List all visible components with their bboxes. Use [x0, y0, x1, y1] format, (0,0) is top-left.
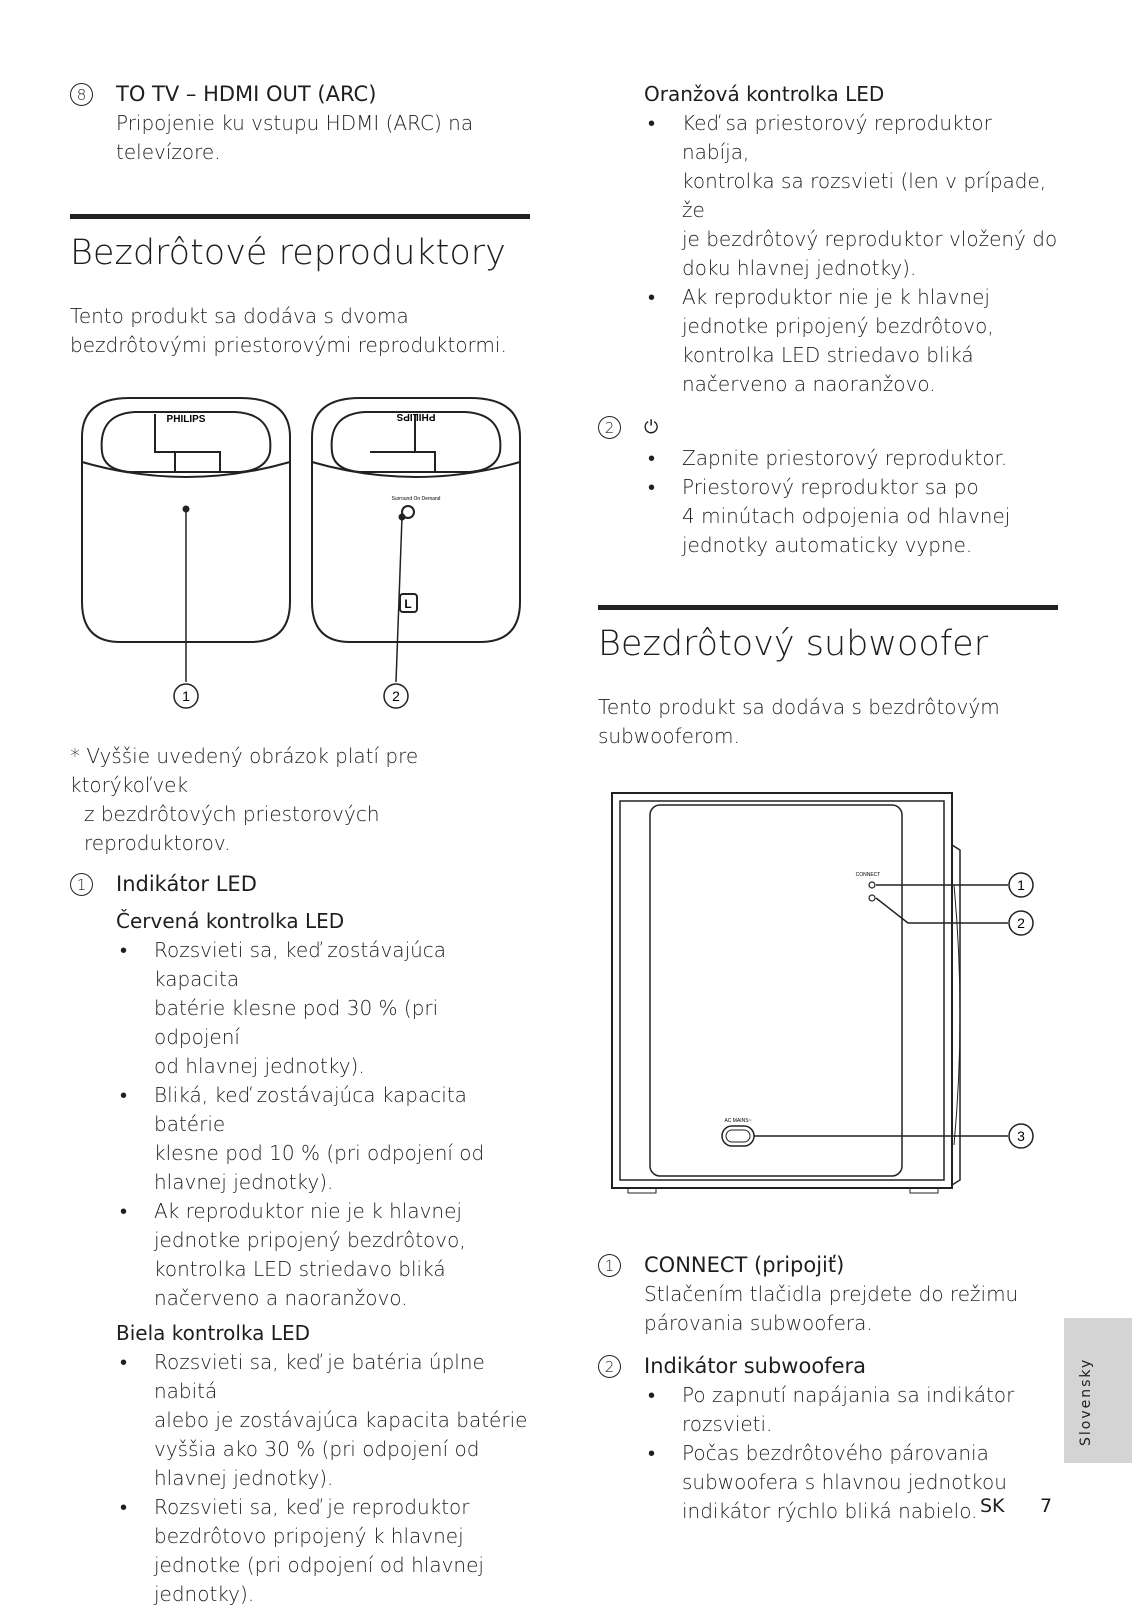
line: • Počas bezdrôtového párovania — [682, 1441, 989, 1465]
section-heading: Bezdrôtové reproduktory — [70, 233, 506, 273]
line: indikátor rýchlo bliká nabielo. — [682, 1499, 978, 1523]
line: kontrolka LED striedavo bliká — [682, 343, 974, 367]
line: hlavnej jednotky). — [154, 1466, 334, 1490]
list-item — [644, 283, 1058, 399]
line: doku hlavnej jednotky). — [682, 256, 917, 280]
figure-note: * Vyššie uvedený obrázok platí pre ktorýkoľvek — [70, 744, 419, 797]
figure-note: z bezdrôtových priestorových reproduktorov. — [84, 802, 380, 855]
list-item — [116, 1081, 530, 1197]
callout-number: 2 — [598, 1355, 621, 1378]
item-text-line: Pripojenie ku vstupu HDMI (ARC) na — [116, 111, 474, 135]
list-item — [644, 1381, 1058, 1439]
wireless-speakers-illustration — [70, 392, 530, 732]
line: klesne pod 10 % (pri odpojení od — [154, 1141, 485, 1165]
line: kontrolka sa rozsvieti (len v prípade, že — [682, 169, 1047, 222]
subheading: Biela kontrolka LED — [116, 1321, 310, 1345]
left-column — [70, 80, 530, 1609]
line: jednotke pripojený bezdrôtovo, — [154, 1228, 466, 1252]
intro-line: Tento produkt sa dodáva s bezdrôtovým — [598, 695, 1000, 719]
line: hlavnej jednotky). — [154, 1170, 334, 1194]
brand-logo-rotated: PHILIPS — [396, 411, 436, 422]
intro-line: Tento produkt sa dodáva s dvoma — [70, 304, 409, 328]
callout-number: 3 — [1017, 1128, 1025, 1144]
white-led-list — [116, 1348, 530, 1609]
item-1 — [70, 870, 530, 1609]
line: 4 minútach odpojenia od hlavnej — [682, 504, 1011, 528]
intro-line: subwooferom. — [598, 724, 740, 748]
subwoofer-illustration — [598, 785, 1058, 1195]
item-8 — [70, 80, 530, 167]
item-title: Indikátor subwoofera — [644, 1354, 866, 1378]
callout-number: 2 — [1017, 915, 1025, 931]
line: načerveno a naoranžovo. — [154, 1286, 408, 1310]
list-item — [116, 936, 530, 1081]
line: • Rozsvieti sa, keď je reproduktor — [154, 1495, 470, 1519]
orange-led-list — [644, 109, 1058, 399]
callout-number: 1 — [598, 1254, 621, 1277]
subheading: Červená kontrolka LED — [116, 909, 345, 933]
line: je bezdrôtový reproduktor vložený do — [682, 227, 1058, 251]
item-text-line: párovania subwoofera. — [644, 1311, 873, 1335]
list-item — [644, 444, 1058, 473]
callout-number: 1 — [70, 873, 93, 896]
item-title: Indikátor LED — [116, 872, 257, 896]
line: • Bliká, keď zostávajúca kapacita batérie — [154, 1083, 467, 1136]
line: • Zapnite priestorový reproduktor. — [682, 446, 1008, 470]
callout-number: 2 — [392, 688, 400, 704]
line: jednotke pripojený bezdrôtovo, — [682, 314, 994, 338]
footer-language: SK — [980, 1495, 1005, 1517]
callout-number: 2 — [598, 416, 621, 439]
line: alebo je zostávajúca kapacita batérie — [154, 1408, 528, 1432]
line: • Po zapnutí napájania sa indikátor — [682, 1383, 1015, 1407]
item-title: CONNECT (pripojiť) — [644, 1253, 845, 1277]
section-heading: Bezdrôtový subwoofer — [598, 624, 989, 664]
item-text-line: televízore. — [116, 140, 221, 164]
panel-label: Surround On Demand — [391, 496, 441, 502]
line: • Ak reproduktor nie je k hlavnej — [154, 1199, 462, 1223]
list-item — [644, 473, 1058, 560]
list-item — [116, 1197, 530, 1313]
connect-label: CONNECT — [855, 872, 881, 878]
line: jednotky automaticky vypne. — [682, 533, 973, 557]
line: rozsvieti. — [682, 1412, 773, 1436]
line: bezdrôtovo pripojený k hlavnej — [154, 1524, 464, 1548]
callout-number: 1 — [182, 688, 190, 704]
item-title: TO TV – HDMI OUT (ARC) — [116, 82, 377, 106]
line: • Ak reproduktor nie je k hlavnej — [682, 285, 990, 309]
callout-number: 8 — [70, 83, 93, 106]
brand-logo: PHILIPS — [166, 414, 206, 425]
right-column — [598, 80, 1058, 1526]
line: subwoofera s hlavnou jednotkou — [682, 1470, 1007, 1494]
red-led-list — [116, 936, 530, 1313]
language-tab — [1064, 1318, 1132, 1463]
line: • Keď sa priestorový reproduktor nabíja, — [682, 111, 992, 164]
subheading: Oranžová kontrolka LED — [644, 82, 885, 106]
line: jednotky). — [154, 1582, 255, 1606]
section-rule — [70, 214, 530, 219]
page-number: 7 — [1040, 1495, 1053, 1517]
line: vyššia ako 30 % (pri odpojení od — [154, 1437, 480, 1461]
line: kontrolka LED striedavo bliká — [154, 1257, 446, 1281]
section-rule — [598, 605, 1058, 610]
side-badge: L — [404, 597, 412, 611]
ac-label: AC MAINS~ — [724, 1118, 752, 1124]
language-tab-label: Slovensky — [1078, 1357, 1094, 1446]
list-item — [644, 109, 1058, 283]
line: batérie klesne pod 30 % (pri odpojení — [154, 996, 439, 1049]
line: • Priestorový reproduktor sa po — [682, 475, 979, 499]
callout-number: 1 — [1017, 877, 1025, 893]
line: načerveno a naoranžovo. — [682, 372, 936, 396]
line: • Rozsvieti sa, keď zostávajúca kapacita — [154, 938, 447, 991]
connect-item — [598, 1251, 1058, 1338]
line: • Rozsvieti sa, keď je batéria úplne nabitá — [154, 1350, 485, 1403]
power-list — [644, 444, 1058, 560]
list-item — [116, 1493, 530, 1609]
list-item — [116, 1348, 530, 1493]
intro-line: bezdrôtovými priestorovými reproduktormi. — [70, 333, 507, 357]
power-icon: ⏻ — [644, 417, 659, 438]
item-2 — [598, 413, 1058, 560]
line: jednotke (pri odpojení od hlavnej — [154, 1553, 484, 1577]
item-text-line: Stlačením tlačidla prejdete do režimu — [644, 1282, 1019, 1306]
line: od hlavnej jednotky). — [154, 1054, 365, 1078]
